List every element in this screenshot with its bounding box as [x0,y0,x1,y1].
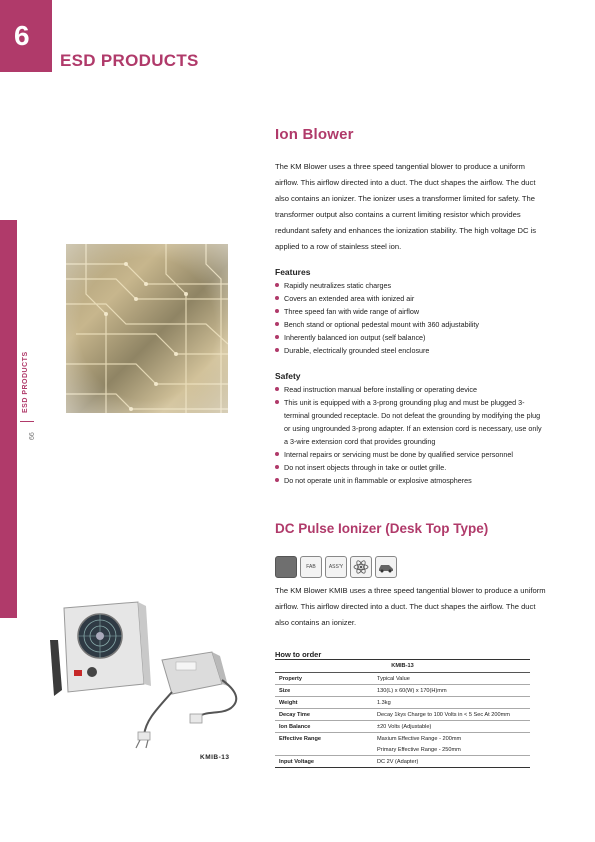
model-cell: KMIB-13 [275,660,530,673]
bullet-icon [275,478,279,482]
circuit-traces-image [66,244,228,413]
circuit-board-photo [66,244,228,413]
ionizer-product-photo [36,600,254,750]
safety-list [275,383,545,487]
ion-blower-title: Ion Blower [275,126,354,143]
section-title: ESD PRODUCTS [60,51,199,70]
table-row: Weight 1.3kg [275,697,530,709]
chapter-number: 6 [14,20,30,51]
bullet-icon [275,387,279,391]
dc-pulse-description: The KM Blower KMIB uses a three speed tangential blower to produce a uniform airflow. This airflow directed into a duct. The duct shapes the airflow. The duct also contains an ionizer. [275,586,546,627]
list-item: Bench stand or optional pedestal mount with 360 adjustability [275,318,545,331]
table-row: Size 130(L) x 60(W) x 170(H)mm [275,685,530,697]
table-row: Input Voltage DC 2V (Adapter) [275,756,530,768]
list-item: Durable, electrically grounded steel enclosure [275,344,545,357]
chapter-tab [0,0,52,72]
atom-badge-icon [350,556,372,578]
list-item: Three speed fan with wide range of airflow [275,305,545,318]
list-item: Do not insert objects through in take or outlet grille. [275,461,545,474]
class-badge-icon [275,556,297,578]
ion-blower-description: The KM Blower uses a three speed tangential blower to produce a uniform airflow. This airflow directed into a duct. The duct shapes the airflow. The duct also contains an ionizer. The ionizer uses a transformer limited for safety. The transformer output also contains a current limiting resistor which provides redundant safety and enhances the ionization stability. The high voltage DC is applied to a row of stainless steel ion. [275,162,537,251]
list-item: Rapidly neutralizes static charges [275,279,545,292]
how-to-order-heading: How to order [275,650,322,659]
atom-icon [353,559,369,575]
table-row: Ion Balance ±20 Volts (Adjustable) [275,721,530,733]
list-item: This unit is equipped with a 3-prong grounding plug and must be plugged 3-terminal grounded receptacle. Do not defeat the grounding by modifying the plug or using ungrounded 3-prong adapter. If an extension cord is necessary, use only a 3-wire extension cord that provides grounding [275,396,545,448]
table-row: Property Typical Value [275,673,530,685]
safety-heading: Safety [275,371,301,381]
ion-blower-section [275,126,545,487]
features-heading: Features [275,267,311,277]
sidebar-accent-bar [0,220,17,618]
list-item: Do not operate unit in flammable or explosive atmospheres [275,474,545,487]
page-number: 66 [29,432,36,440]
list-item: Inherently balanced ion output (self balance) [275,331,545,344]
bullet-icon [275,283,279,287]
car-icon [378,561,394,573]
table-row [275,660,530,673]
product-caption: KMIB-13 [200,754,230,761]
bullet-icon [275,400,279,404]
bullet-icon [275,348,279,352]
list-item: Internal repairs or servicing must be done by qualified service personnel [275,448,545,461]
spec-table [275,659,530,768]
certification-badges [275,556,397,578]
table-row: Effective Range Maxium Effective Range - 200mm [279,735,462,742]
assy-badge-icon: ASS'Y [325,556,347,578]
features-list [275,279,545,357]
bullet-icon [275,452,279,456]
bullet-icon [275,465,279,469]
fab-badge-icon: FAB [300,556,322,578]
bullet-icon [275,322,279,326]
dc-pulse-title: DC Pulse Ionizer (Desk Top Type) [275,521,489,536]
vehicle-badge-icon [375,556,397,578]
list-item: Read instruction manual before installing or operating device [275,383,545,396]
list-item: Covers an extended area with ionized air [275,292,545,305]
bullet-icon [275,296,279,300]
table-row: Primary Effective Range - 250mm [275,744,530,756]
ionizer-device-image [36,600,254,750]
sidebar-divider [20,421,34,422]
bullet-icon [275,335,279,339]
sidebar-label: ESD PRODUCTS [22,351,29,413]
table-row: Decay Time Decay 1kys Charge to 100 Volts in < 5 Sec At 200mm [275,709,530,721]
bullet-icon [275,309,279,313]
